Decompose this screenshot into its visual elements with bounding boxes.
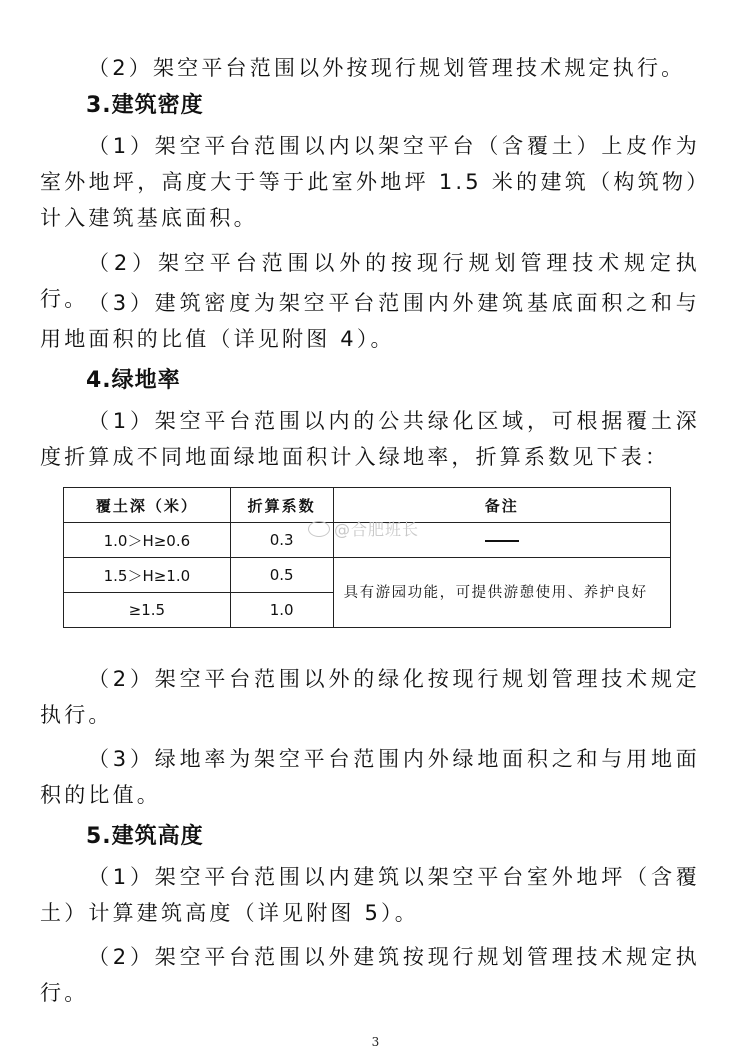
paragraph-3-3: （3）建筑密度为架空平台范围内外建筑基底面积之和与用地面积的比值（详见附图 4）。 [40,291,700,351]
paragraph-5-1: （1）架空平台范围以内建筑以架空平台室外地坪（含覆土）计算建筑高度（详见附图 5）。 [40,865,700,925]
weibo-icon [308,521,330,537]
header-depth: 覆土深（米） [64,488,231,523]
header-factor: 折算系数 [230,488,333,523]
depth-cell: ≥1.5 [64,593,231,628]
factor-cell: 1.0 [230,593,333,628]
watermark-text: @合肥班长 [334,520,420,539]
factor-cell: 0.5 [230,558,333,593]
heading-building-density: 3.建筑密度 [86,93,204,118]
paragraph-4-1: （1）架空平台范围以内的公共绿化区域，可根据覆土深度折算成不同地面绿地面积计入绿地率，折算系数见下表： [40,409,700,469]
page-number: 3 [371,1035,380,1049]
paragraph-5-2: （2）架空平台范围以外建筑按现行规划管理技术规定执行。 [40,945,700,1005]
table-row [64,558,671,593]
header-note: 备注 [333,488,670,523]
paragraph-4-3: （3）绿地率为架空平台范围内外绿地面积之和与用地面积的比值。 [40,747,700,807]
conversion-factor-table [63,487,671,628]
note-cell: 具有游园功能，可提供游憩使用、养护良好 [333,558,670,628]
weibo-watermark [308,517,419,540]
paragraph-4-2: （2）架空平台范围以外的绿化按现行规划管理技术规定执行。 [40,667,700,727]
dash-mark [485,540,519,542]
paragraph-3-1: （1）架空平台范围以内以架空平台（含覆土）上皮作为室外地坪，高度大于等于此室外地坪 1.5 米的建筑（构筑物）计入建筑基底面积。 [40,134,700,230]
factor-cell: 0.3 [230,523,333,558]
heading-building-height: 5.建筑高度 [86,824,204,849]
paragraph-3-2: （2）架空平台范围以外的按现行规划管理技术规定执行。 [40,251,700,311]
paragraph-2-2: （2）架空平台范围以外按现行规划管理技术规定执行。 [88,56,686,80]
heading-green-ratio: 4.绿地率 [86,368,181,393]
depth-cell: 1.0＞H≥0.6 [64,523,231,558]
depth-cell: 1.5＞H≥1.0 [64,558,231,593]
